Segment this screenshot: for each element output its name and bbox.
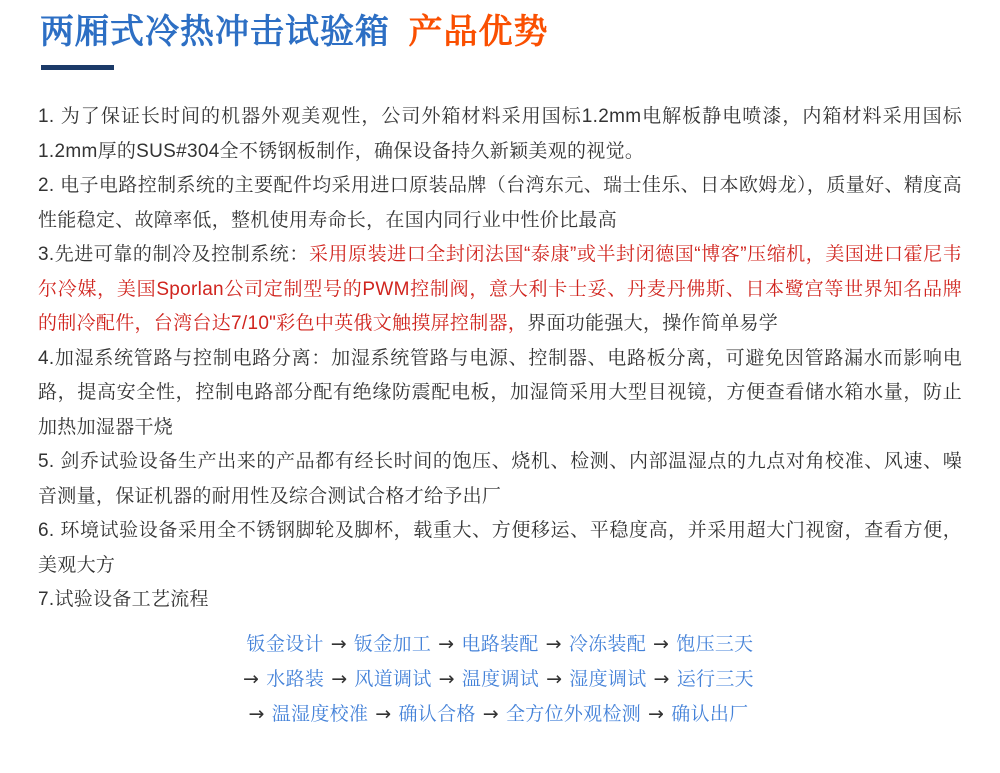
flow-arrow-icon: → — [330, 632, 347, 655]
flow-arrow-icon: → — [546, 667, 563, 690]
flow-arrow-icon: → — [438, 667, 455, 690]
flow-arrow-icon: → — [482, 702, 499, 725]
flow-step-label: 确认合格 — [398, 703, 476, 725]
flow-arrow-icon: → — [545, 632, 562, 655]
advantage-paragraph — [38, 100, 962, 169]
highlighted-text-segment: 采用原装进口全封闭法国“泰康”或半封闭德国“博客”压缩机，美国进口霍尼韦尔冷媒，美国Sporlan公司定制型号的PWM控制阀，意大利卡士妥、丹麦丹佛斯、日本鹭宫等世界知名品牌的制冷配件，台湾台达7/10"彩色中英俄文触摸屏控制器， — [38, 244, 962, 334]
flow-arrow-icon: → — [331, 667, 348, 690]
process-flow-line — [38, 627, 962, 662]
page-header — [0, 0, 1000, 70]
body-text-segment: 1. 为了保证长时间的机器外观美观性，公司外箱材料采用国标1.2mm电解板静电喷漆，内箱材料采用国标1.2mm厚的SUS#304全不锈钢板制作，确保设备持久新颖美观的视觉。 — [38, 106, 962, 162]
flow-arrow-icon: → — [648, 702, 665, 725]
body-text-segment: 6. 环境试验设备采用全不锈钢脚轮及脚杯，载重大、方便移运、平稳度高，并采用超大门视窗，查看方便，美观大方 — [38, 520, 962, 576]
body-text-segment: 3.先进可靠的制冷及控制系统： — [38, 244, 309, 265]
body-text-segment: 4.加湿系统管路与控制电路分离：加湿系统管路与电源、控制器、电路板分离，可避免因管路漏水而影响电路，提高安全性，控制电路部分配有绝缘防震配电板，加湿筒采用大型目视镜，方便查看储水箱水量，防止加热加湿器干烧 — [38, 347, 962, 438]
flow-step-label: 电路装配 — [461, 633, 539, 655]
flow-arrow-icon: → — [375, 702, 392, 725]
advantage-paragraph — [38, 445, 962, 514]
flow-step-label: 水路装 — [266, 668, 325, 690]
flow-step-label: 钣金加工 — [353, 633, 432, 655]
flow-step-label: 钣金设计 — [246, 633, 324, 655]
advantage-paragraph — [38, 342, 962, 446]
flow-arrow-icon: → — [653, 632, 670, 655]
flow-arrow-icon: → — [653, 667, 670, 690]
flow-step-label: 温湿度校准 — [271, 703, 369, 725]
body-text-segment: 7.试验设备工艺流程 — [38, 589, 209, 610]
flow-step-label: 风道调试 — [354, 668, 432, 690]
body-text-segment: 5. 剑乔试验设备生产出来的产品都有经长时间的饱压、烧机、检测、内部温湿点的九点对角校准、风速、噪音测量，保证机器的耐用性及综合测试合格才给予出厂 — [38, 451, 962, 507]
page-title-accent: 产品优势 — [408, 13, 549, 51]
page-title — [40, 12, 1000, 52]
flow-step-label: 确认出厂 — [671, 703, 749, 725]
advantage-paragraph — [38, 514, 962, 583]
flow-arrow-icon: → — [248, 702, 265, 725]
flow-step-label: 冷冻装配 — [568, 633, 647, 655]
body-text-segment: 界面功能强大，操作简单易学 — [527, 313, 779, 334]
flow-arrow-icon: → — [243, 667, 260, 690]
page-content — [38, 70, 962, 732]
advantage-paragraph — [38, 238, 962, 342]
flow-step-label: 运行三天 — [676, 668, 754, 690]
process-flow-line — [38, 662, 962, 697]
body-text-segment: 2. 电子电路控制系统的主要配件均采用进口原装品牌（台湾东元、瑞士佳乐、日本欧姆龙），质量好、精度高性能稳定、故障率低，整机使用寿命长，在国内同行业中性价比最高 — [38, 175, 962, 231]
advantage-paragraph — [38, 583, 962, 618]
process-flow-line — [38, 697, 962, 732]
process-flow — [38, 627, 962, 732]
flow-step-label: 饱压三天 — [676, 633, 754, 655]
flow-arrow-icon: → — [438, 632, 455, 655]
advantage-paragraph-list — [38, 100, 962, 618]
flow-step-label: 全方位外观检测 — [505, 703, 642, 725]
page-title-product-name: 两厢式冷热冲击试验箱 — [40, 13, 390, 51]
advantage-paragraph — [38, 169, 962, 238]
flow-step-label: 湿度调试 — [569, 668, 647, 690]
flow-step-label: 温度调试 — [461, 668, 540, 690]
